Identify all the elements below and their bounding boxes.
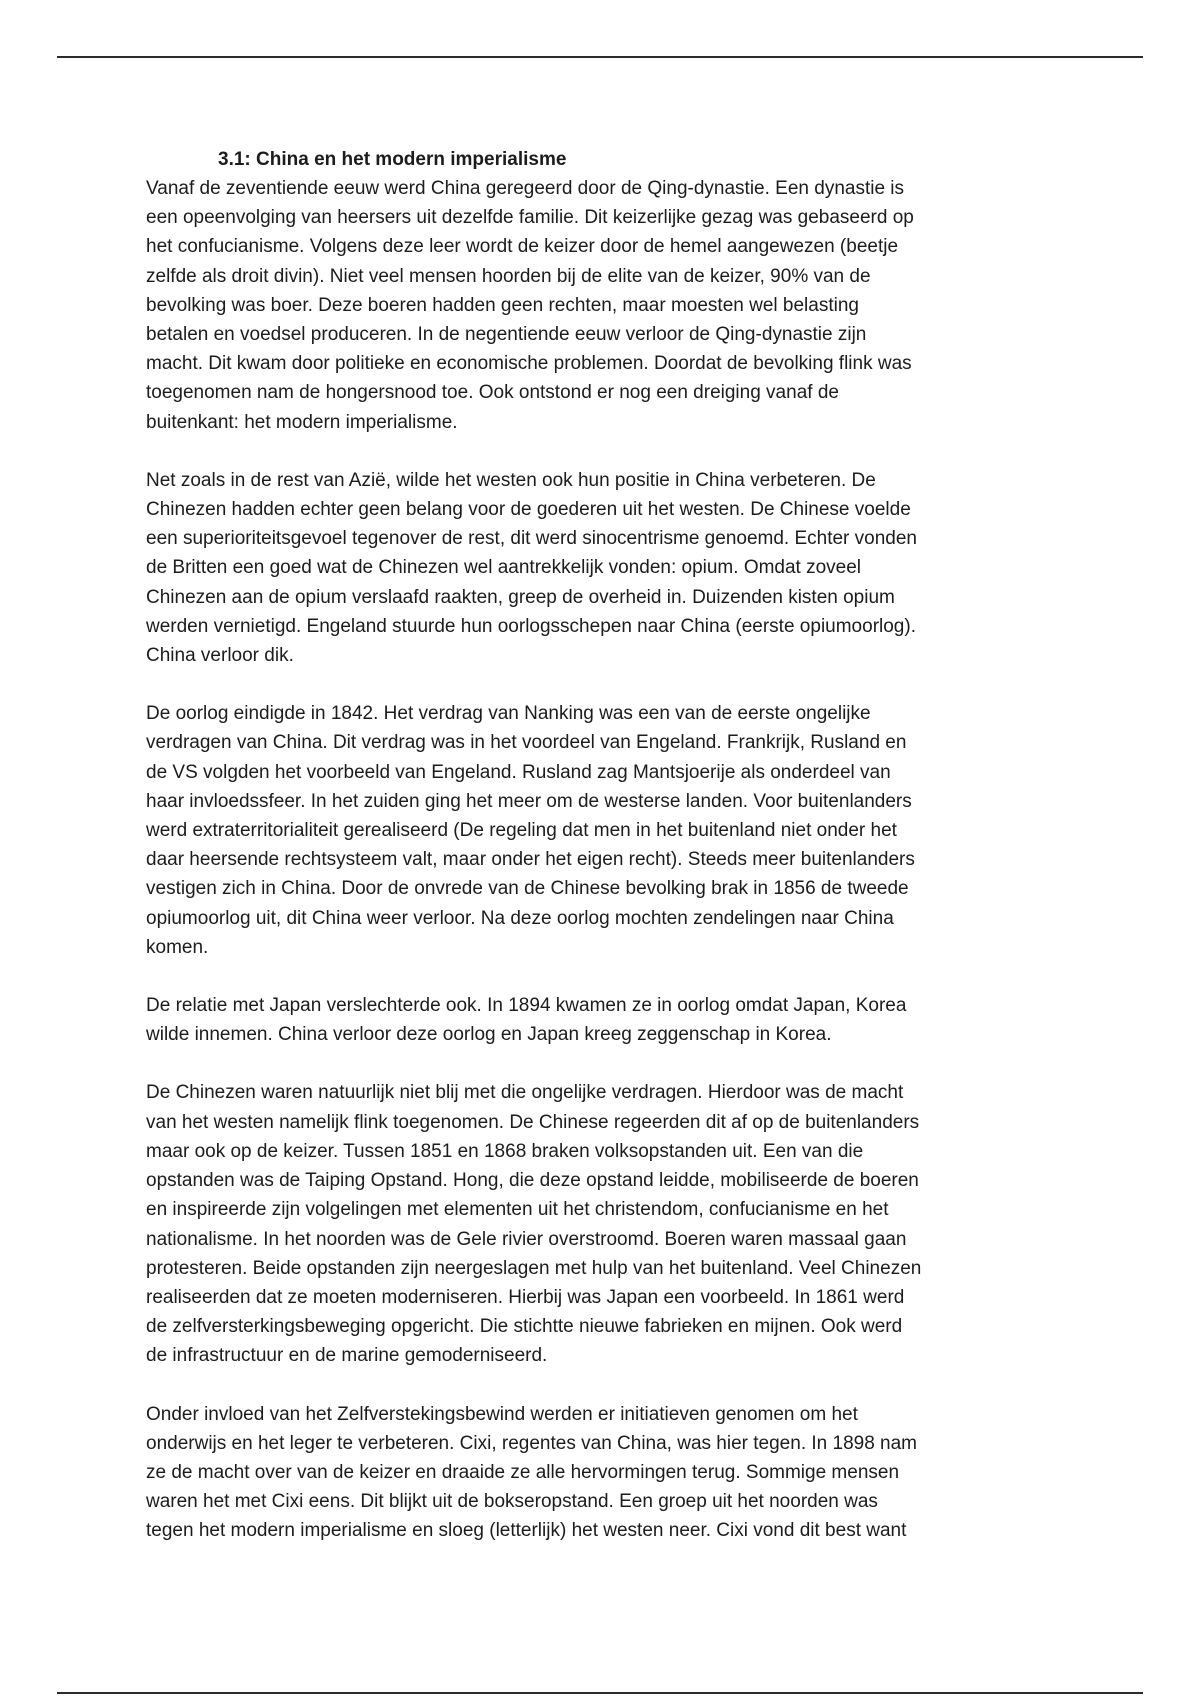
- text-line: daar heersende rechtsysteem valt, maar onder het eigen recht). Steeds meer buitenlanders: [146, 849, 915, 871]
- text-line: de Britten een goed wat de Chinezen wel aantrekkelijk vonden: opium. Omdat zoveel: [146, 557, 862, 579]
- text-line: opiumoorlog uit, dit China weer verloor. Na deze oorlog mochten zendelingen naar China: [146, 907, 894, 929]
- text-line: Net zoals in de rest van Azië, wilde het westen ook hun positie in China verbeteren. De: [146, 469, 876, 491]
- text-line: De Chinezen waren natuurlijk niet blij met die ongelijke verdragen. Hierdoor was de macht: [146, 1082, 904, 1104]
- paragraph: [146, 174, 1066, 437]
- text-line: Chinezen hadden echter geen belang voor de goederen uit het westen. De Chinese voelde: [146, 499, 911, 521]
- text-line: Chinezen aan de opium verslaafd raakten, greep de overheid in. Duizenden kisten opium: [146, 586, 895, 608]
- text-line: maar ook op de keizer. Tussen 1851 en 1868 braken volksopstanden uit. Een van die: [146, 1140, 864, 1162]
- text-line: werden vernietigd. Engeland stuurde hun oorlogsschepen naar China (eerste opiumoorlog).: [146, 615, 916, 637]
- text-line: protesteren. Beide opstanden zijn neergeslagen met hulp van het buitenland. Veel Chinezen: [146, 1257, 922, 1279]
- bottom-rule: [57, 1692, 1143, 1694]
- text-line: en inspireerde zijn volgelingen met elementen uit het christendom, confucianisme en het: [146, 1199, 889, 1221]
- text-line: zelfde als droit divin). Niet veel mensen hoorden bij de elite van de keizer, 90% van de: [146, 265, 871, 287]
- text-line: onderwijs en het leger te verbeteren. Cixi, regentes van China, was hier tegen. In 1898 nam: [146, 1432, 918, 1454]
- text-line: komen.: [146, 936, 209, 958]
- text-line: de VS volgden het voorbeeld van Engeland. Rusland zag Mantsjoerije als onderdeel van: [146, 761, 891, 783]
- text-line: ze de macht over van de keizer en draaide ze alle hervormingen terug. Sommige mensen: [146, 1461, 900, 1483]
- paragraph: [146, 1078, 1066, 1370]
- text-line: Vanaf de zeventiende eeuw werd China geregeerd door de Qing-dynastie. Een dynastie is: [146, 178, 905, 199]
- text-line: verdragen van China. Dit verdrag was in het voordeel van Engeland. Frankrijk, Rusland en: [146, 732, 907, 754]
- text-line: buitenkant: het modern imperialisme.: [146, 411, 458, 433]
- text-line: toegenomen nam de hongersnood toe. Ook ontstond er nog een dreiging vanaf de: [146, 382, 839, 404]
- paragraph: [146, 1400, 1066, 1546]
- text-line: het confucianisme. Volgens deze leer wordt de keizer door de hemel aangewezen (beetje: [146, 236, 899, 258]
- paragraph: [146, 466, 1066, 670]
- text-line: een opeenvolging van heersers uit dezelfde familie. Dit keizerlijke gezag was gebaseerd op: [146, 207, 914, 229]
- text-line: bevolking was boer. Deze boeren hadden geen rechten, maar moesten wel belasting: [146, 294, 859, 316]
- text-line: tegen het modern imperialisme en sloeg (letterlijk) het westen neer. Cixi vond dit best want: [146, 1520, 907, 1542]
- text-line: een superioriteitsgevoel tegenover de rest, dit werd sinocentrisme genoemd. Echter vonden: [146, 528, 917, 550]
- text-line: betalen en voedsel produceren. In de negentiende eeuw verloor de Qing-dynastie zijn: [146, 324, 867, 346]
- text-line: werd extraterritorialiteit gerealiseerd (De regeling dat men in het buitenland niet onder het: [146, 820, 897, 842]
- text-line: nationalisme. In het noorden was de Gele rivier overstroomd. Boeren waren massaal gaan: [146, 1228, 907, 1250]
- paragraph-list: [146, 174, 1066, 1546]
- text-line: realiseerden dat ze moeten moderniseren. Hierbij was Japan een voorbeeld. In 1861 werd: [146, 1286, 905, 1308]
- text-line: van het westen namelijk flink toegenomen. De Chinese regeerden dit af op de buitenlanders: [146, 1111, 920, 1133]
- text-line: China verloor dik.: [146, 645, 294, 667]
- text-line: de zelfversterkingsbeweging opgericht. Die stichtte nieuwe fabrieken en mijnen. Ook werd: [146, 1316, 903, 1338]
- text-line: macht. Dit kwam door politieke en economische problemen. Doordat de bevolking flink was: [146, 353, 912, 375]
- paragraph: [146, 699, 1066, 962]
- text-line: De oorlog eindigde in 1842. Het verdrag van Nanking was een van de eerste ongelijke: [146, 703, 871, 725]
- paragraph: [146, 991, 1066, 1049]
- top-rule: [57, 56, 1143, 58]
- text-line: opstanden was de Taiping Opstand. Hong, die deze opstand leidde, mobiliseerde de boeren: [146, 1170, 919, 1192]
- text-line: de infrastructuur en de marine gemoderniseerd.: [146, 1345, 548, 1367]
- text-line: wilde innemen. China verloor deze oorlog en Japan kreeg zeggenschap in Korea.: [146, 1024, 832, 1046]
- text-line: haar invloedssfeer. In het zuiden ging het meer om de westerse landen. Voor buitenlanders: [146, 790, 912, 812]
- text-line: De relatie met Japan verslechterde ook. In 1894 kwamen ze in oorlog omdat Japan, Korea: [146, 995, 907, 1017]
- text-line: waren het met Cixi eens. Dit blijkt uit de bokseropstand. Een groep uit het noorden was: [146, 1491, 878, 1513]
- document-body: [146, 145, 1066, 1575]
- text-line: Onder invloed van het Zelfverstekingsbewind werden er initiatieven genomen om het: [146, 1403, 858, 1425]
- section-heading: 3.1: China en het modern imperialisme: [218, 149, 567, 170]
- text-line: vestigen zich in China. Door de onvrede van de Chinese bevolking brak in 1856 de tweede: [146, 878, 909, 900]
